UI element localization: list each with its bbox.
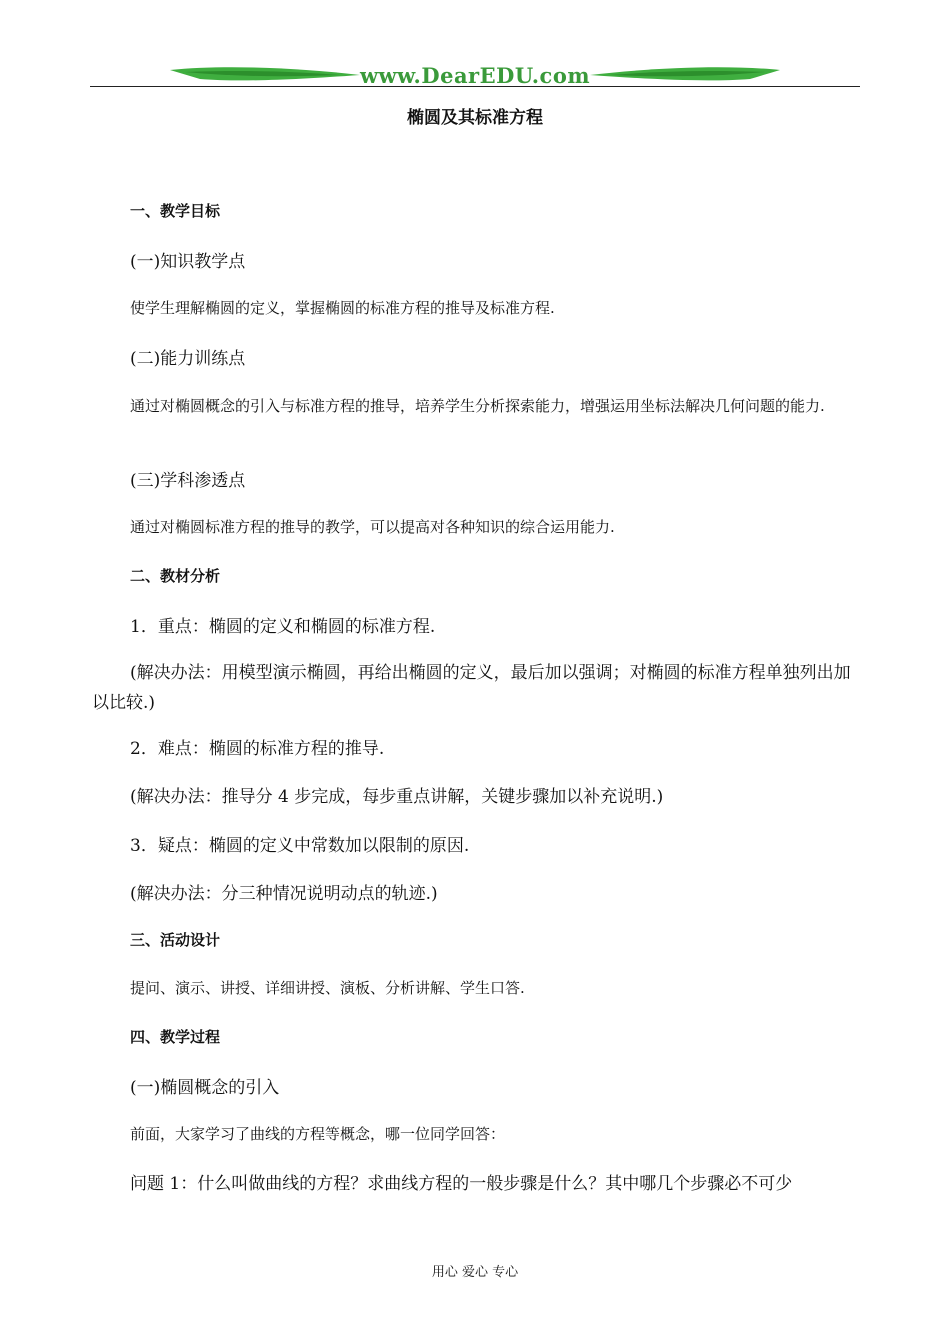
header-banner (90, 60, 860, 92)
paragraph-discipline: 通过对椭圆标准方程的推导的教学，可以提高对各种知识的综合运用能力. (130, 518, 615, 536)
doubt-solution: (解决办法：分三种情况说明动点的轨迹.) (130, 884, 438, 904)
header-divider (90, 86, 860, 87)
doubt-item: 3．疑点：椭圆的定义中常数加以限制的原因. (130, 836, 470, 856)
key-point-item: 1．重点：椭圆的定义和椭圆的标准方程. (130, 617, 436, 637)
page-footer: 用心 爱心 专心 (431, 1265, 519, 1280)
paragraph-ability: 通过对椭圆概念的引入与标准方程的推导，培养学生分析探索能力，增强运用坐标法解决几何问题的能力. (130, 397, 825, 415)
subsection-concept-intro: (一)椭圆概念的引入 (130, 1078, 280, 1098)
section-heading-goals: 一、教学目标 (130, 202, 221, 220)
subsection-knowledge: (一)知识教学点 (130, 252, 246, 272)
section-heading-analysis: 二、教材分析 (130, 567, 221, 585)
paragraph-knowledge: 使学生理解椭圆的定义，掌握椭圆的标准方程的推导及标准方程. (130, 299, 555, 317)
document-title: 椭圆及其标准方程 (407, 108, 543, 128)
paragraph-activities: 提问、演示、讲授、详细讲授、演板、分析讲解、学生口答. (130, 979, 525, 997)
key-point-solution: (解决办法：用模型演示椭圆，再给出椭圆的定义，最后加以强调；对椭圆的标准方程单独列出加以比较.) (92, 663, 851, 713)
site-logo-text: www.DearEDU.com (359, 63, 591, 88)
difficulty-item: 2．难点：椭圆的标准方程的推导. (130, 739, 385, 759)
paragraph-concept-intro: 前面，大家学习了曲线的方程等概念，哪一位同学回答： (130, 1125, 506, 1143)
question-1: 问题 1：什么叫做曲线的方程？求曲线方程的一般步骤是什么？其中哪几个步骤必不可少 (130, 1174, 793, 1194)
subsection-discipline: (三)学科渗透点 (130, 471, 246, 491)
section-heading-process: 四、教学过程 (130, 1028, 221, 1046)
subsection-ability: (二)能力训练点 (130, 349, 246, 369)
difficulty-solution: (解决办法：推导分 4 步完成，每步重点讲解，关键步骤加以补充说明.) (130, 787, 664, 807)
section-heading-activities: 三、活动设计 (130, 931, 221, 949)
